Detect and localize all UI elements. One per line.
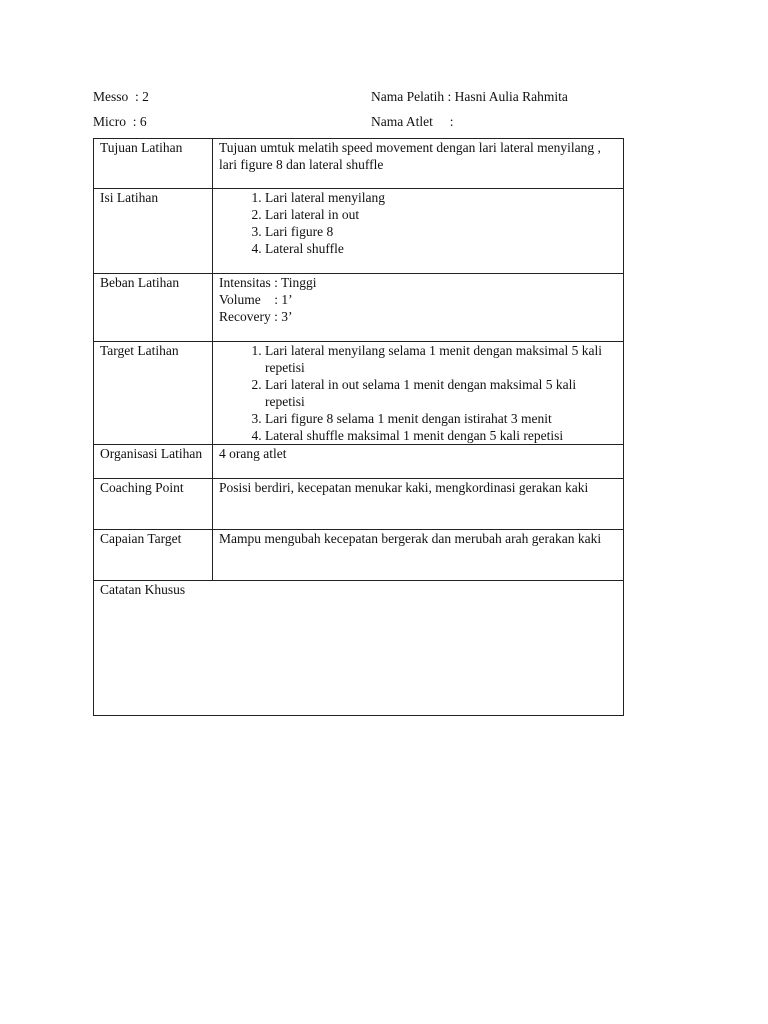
list-item: 4. Lateral shuffle <box>265 240 617 257</box>
micro-label: Micro : 6 <box>93 114 147 129</box>
beban-line: Recovery : 3’ <box>219 309 293 324</box>
list-item: 4. Lateral shuffle maksimal 1 menit dengan 5 kali repetisi <box>265 427 617 444</box>
list-item: 2. Lari lateral in out selama 1 menit dengan maksimal 5 kali repetisi <box>265 376 617 410</box>
row-value-tujuan <box>213 139 624 189</box>
row-label-capaian: Capaian Target <box>94 530 213 581</box>
list-item: 1. Lari lateral menyilang selama 1 menit dengan maksimal 5 kali repetisi <box>265 342 617 376</box>
list-item: 2. Lari lateral in out <box>265 206 617 223</box>
isi-list <box>219 189 617 257</box>
row-label-target: Target Latihan <box>94 342 213 445</box>
beban-line: Volume : 1’ <box>219 292 293 307</box>
nama-atlet-label: Nama Atlet : <box>371 114 454 129</box>
row-value-organisasi: 4 orang atlet <box>213 445 624 479</box>
row-label-tujuan: Tujuan Latihan <box>94 139 213 189</box>
row-value-target <box>213 342 624 445</box>
row-label-organisasi: Organisasi Latihan <box>94 445 213 479</box>
list-item: 1. Lari lateral menyilang <box>265 189 617 206</box>
table-row <box>94 342 624 445</box>
table-row <box>94 445 624 479</box>
list-item: 3. Lari figure 8 <box>265 223 617 240</box>
table-row <box>94 189 624 274</box>
list-item: 3. Lari figure 8 selama 1 menit dengan istirahat 3 menit <box>265 410 617 427</box>
target-list <box>219 342 617 444</box>
table-row <box>94 479 624 530</box>
training-plan-table <box>93 138 624 716</box>
beban-line: Intensitas : Tinggi <box>219 275 317 290</box>
table-row <box>94 530 624 581</box>
table-row <box>94 274 624 342</box>
row-value-coaching: Posisi berdiri, kecepatan menukar kaki, mengkordinasi gerakan kaki <box>213 479 624 530</box>
tujuan-text: Tujuan umtuk melatih speed movement dengan lari lateral menyilang , lari figure 8 dan lateral shuffle <box>219 140 601 172</box>
nama-pelatih-label: Nama Pelatih : Hasni Aulia Rahmita <box>371 89 568 104</box>
row-label-beban: Beban Latihan <box>94 274 213 342</box>
messo-label: Messo : 2 <box>93 89 149 104</box>
row-label-catatan: Catatan Khusus <box>94 581 624 716</box>
table-row <box>94 581 624 716</box>
row-value-beban <box>213 274 624 342</box>
table-row <box>94 139 624 189</box>
row-value-capaian: Mampu mengubah kecepatan bergerak dan merubah arah gerakan kaki <box>213 530 624 581</box>
row-label-isi: Isi Latihan <box>94 189 213 274</box>
row-label-coaching: Coaching Point <box>94 479 213 530</box>
row-value-isi <box>213 189 624 274</box>
